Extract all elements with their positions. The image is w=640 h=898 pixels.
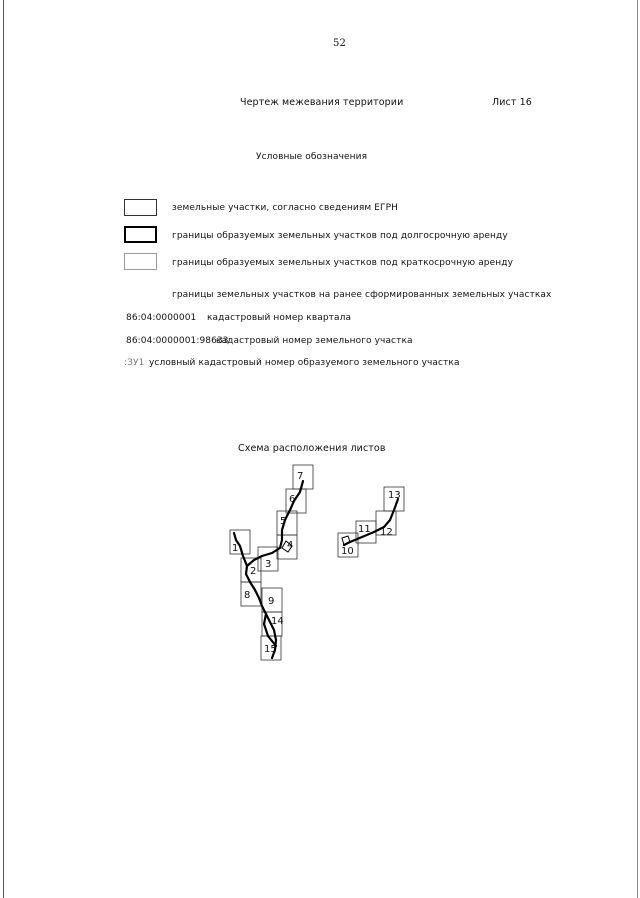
drawing-title: Чертеж межевания территории [240,97,404,108]
legend-code-conditional: :ЗУ1 [124,358,145,368]
sheet-label-8: 8 [244,590,251,601]
sheet-label-5: 5 [280,516,287,527]
legend-item-previous: границы земельных участков на ранее сформированных земельных участках [172,290,552,300]
sheet-label-3: 3 [265,559,272,570]
legend-code-conditional-text: условный кадастровый номер образуемого земельного участка [149,358,460,368]
legend-code-parcel: 86:04:0000001:98633 [126,336,229,346]
sheet-label-7: 7 [297,471,304,482]
sheet-label-2: 2 [250,566,257,577]
sheet-label-9: 9 [268,596,275,607]
legend-item-short-term: границы образуемых земельных участков под краткосрочную аренду [172,258,513,268]
sheet-label-11: 11 [358,524,371,535]
route-east [344,499,398,545]
sheet-label-15: 15 [264,644,277,655]
legend-code-quarter-text: кадастровый номер квартала [207,313,352,323]
scheme-title: Схема расположения листов [238,443,386,454]
sheet-label-14: 14 [271,616,284,627]
legend-code-quarter: 86:04:0000001 [126,313,197,323]
page-number: 52 [333,38,346,49]
sheet-label-6: 6 [289,494,296,505]
sheet-number: Лист 16 [492,97,532,108]
legend-title: Условные обозначения [256,152,368,162]
sheet-label-12: 12 [380,527,393,538]
sheet-label-4: 4 [287,540,294,551]
legend-item-egrn: земельные участки, согласно сведениям ЕГРН [172,203,399,213]
sheet-label-1: 1 [232,543,239,554]
sheet-label-10: 10 [341,546,354,557]
legend-code-parcel-text: кадастровый номер земельного участка [216,336,413,346]
sheet-label-13: 13 [388,490,401,501]
legend-item-long-term: границы образуемых земельных участков под долгосрочную аренду [172,231,508,241]
